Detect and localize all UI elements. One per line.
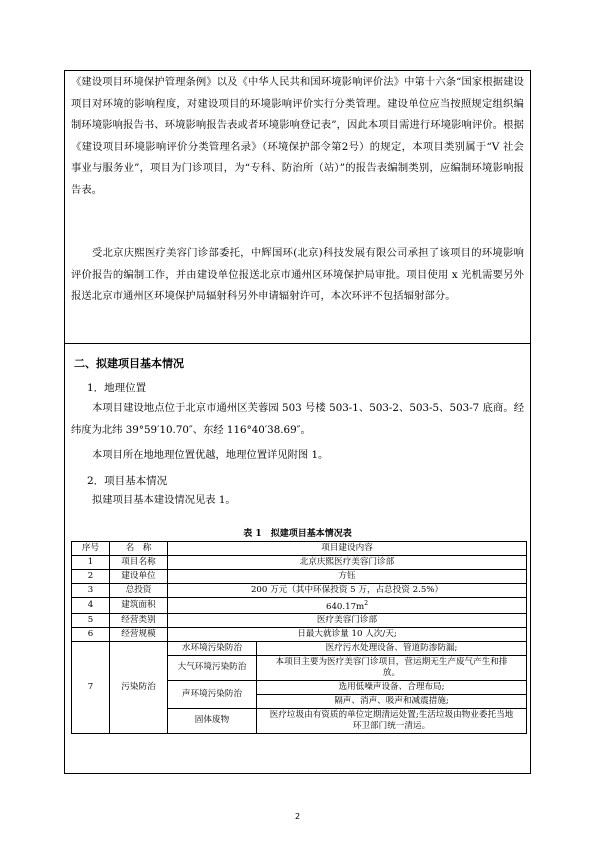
section-title: 二、拟建项目基本情况 bbox=[74, 357, 184, 370]
table-header-cell: 序号 bbox=[72, 542, 110, 556]
table-cell: 7 bbox=[72, 641, 110, 733]
area-value: 640.17m bbox=[325, 601, 365, 612]
table-cell: 6 bbox=[72, 627, 110, 641]
area-superscript: 2 bbox=[364, 600, 369, 607]
table-cell: 建设单位 bbox=[110, 570, 168, 584]
subsection-location-title: 1．地理位置 bbox=[87, 382, 147, 394]
table-row bbox=[72, 627, 527, 641]
table-cell: 1 bbox=[72, 556, 110, 570]
table-cell: 经营类别 bbox=[110, 613, 168, 627]
table-row bbox=[72, 584, 527, 598]
table-caption: 表 1 拟建项目基本情况表 bbox=[243, 529, 352, 539]
table-cell: 医疗垃圾由有资质的单位定期清运处置;生活垃圾由物业委托当地环卫部门统一清运。 bbox=[257, 708, 527, 733]
project-info-table bbox=[71, 541, 527, 734]
table-cell: 水环境污染防治 bbox=[168, 641, 257, 655]
subsection-basic-title: 2．项目基本情况 bbox=[87, 475, 168, 487]
table-row bbox=[72, 641, 527, 655]
table-cell: 方钰 bbox=[168, 570, 527, 584]
table-cell: 隔声、消声、吸声和减震措施; bbox=[257, 694, 527, 708]
table-cell: 污染防治 bbox=[110, 641, 168, 733]
intro-paragraph-2: 受北京庆熙医疗美容门诊部委托，中辉国环(北京)科技发展有限公司承担了该项目的环境影响评价报告的编制工作，并由建设单位报送北京市通州区环境保护局审批。项目使用 x 光机需要另外报送北京市通州区环境保护局辐射科另外申请辐射许可，本次环评不包括辐射部分。 bbox=[71, 247, 524, 302]
table-cell: 建筑面积 bbox=[110, 598, 168, 614]
intro-paragraph-1: 《建设项目环境保护管理条例》以及《中华人民共和国环境影响评价法》中第十六条“国家根据建设项目对环境的影响程度，对建设项目的环境影响评价实行分类管理。建设单位应当按照规定组织编制环境影响报告书、环境影响报告表或者环境影响登记表”，因此本项目需进行环境影响评价。根据《建设项目环境影响评价分类管理名录》（环境保护部令第2号）的规定，本项目类别属于“V 社会事业与服务业”，项目为门诊项目，为“专科、防治所（站）”的报告表编制类别，应编制环境影响报告表。 bbox=[71, 76, 524, 196]
table-row bbox=[72, 613, 527, 627]
page-number: 2 bbox=[294, 812, 301, 821]
table-cell: 经营规模 bbox=[110, 627, 168, 641]
table-cell: 日最大就诊量 10 人次/天; bbox=[168, 627, 527, 641]
table-row bbox=[72, 556, 527, 570]
table-cell: 总投资 bbox=[110, 584, 168, 598]
table-cell: 北京庆熙医疗美容门诊部 bbox=[168, 556, 527, 570]
table-row bbox=[72, 570, 527, 584]
table-header-cell: 名 称 bbox=[110, 542, 168, 556]
section-divider bbox=[65, 343, 530, 344]
content-frame bbox=[64, 70, 531, 774]
table-row bbox=[72, 598, 527, 614]
table-cell: 5 bbox=[72, 613, 110, 627]
table-header-cell: 项目建设内容 bbox=[168, 542, 527, 556]
basic-text: 拟建项目基本建设情况见表 1。 bbox=[92, 494, 236, 506]
table-cell: 大气环境污染防治 bbox=[168, 655, 257, 680]
table-cell: 项目名称 bbox=[110, 556, 168, 570]
location-text: 本项目建设地点位于北京市通州区芙蓉园 503 号楼 503-1、503-2、503-5、503-7 底商。经纬度为北纬 39°59′10.70″、东经 116°40′38.69″。 bbox=[71, 402, 524, 436]
table-cell: 声环境污染防治 bbox=[168, 680, 257, 708]
table-cell: 选用低噪声设备、合理布局; bbox=[257, 680, 527, 694]
table-cell: 本项目主要为医疗美容门诊项目，营运期无生产废气产生和排放。 bbox=[257, 655, 527, 680]
table-header-row bbox=[72, 542, 527, 556]
table-cell: 2 bbox=[72, 570, 110, 584]
location-text-2: 本项目所在地地理位置优越，地理位置详见附图 1。 bbox=[92, 449, 329, 461]
table-cell: 3 bbox=[72, 584, 110, 598]
table-cell bbox=[168, 598, 527, 614]
table-cell: 4 bbox=[72, 598, 110, 614]
table-cell: 医疗美容门诊部 bbox=[168, 613, 527, 627]
table-cell: 固体废物 bbox=[168, 708, 257, 733]
table-cell: 医疗污水处理设备、管道防渗防漏; bbox=[257, 641, 527, 655]
table-cell: 200 万元（其中环保投资 5 万，占总投资 2.5%） bbox=[168, 584, 527, 598]
